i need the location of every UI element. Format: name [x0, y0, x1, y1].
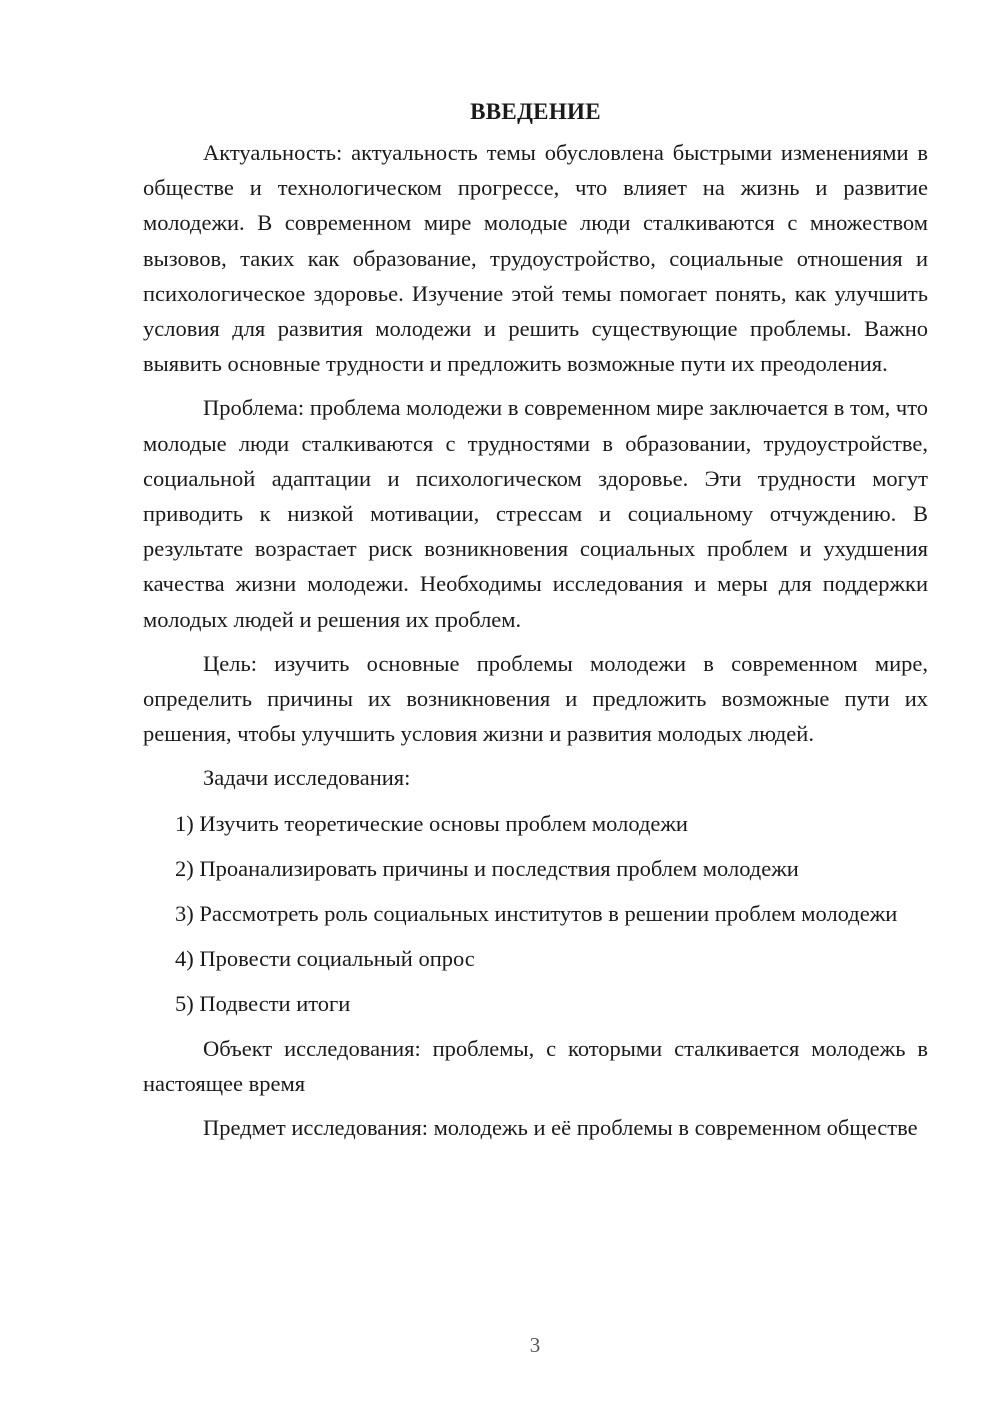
- paragraph-subject: Предмет исследования: молодежь и её проблемы в современном обществе: [203, 1115, 918, 1141]
- task-item-1: 1) Изучить теоретические основы проблем молодежи: [175, 810, 688, 836]
- paragraph-problem: Проблема: проблема молодежи в современном мире заключается в том, что молодые люди сталкиваются с трудностями в образовании, трудоустройстве, социальной адаптации и психологическом здоровье. Эти трудности могут приводить к низкой мотивации, стрессам и социальному отчуждению. В результате возрастает риск возникновения социальных проблем и ухудшения качества жизни молодежи. Необходимы исследования и меры для поддержки молодых людей и решения их проблем.: [143, 395, 928, 632]
- paragraph-relevance: Актуальность: актуальность темы обусловлена быстрыми изменениями в обществе и технологическом прогрессе, что влияет на жизнь и развитие молодежи. В современном мире молодые люди сталкиваются с множеством вызовов, таких как образование, трудоустройство, социальные отношения и психологическое здоровье. Изучение этой темы помогает понять, как улучшить условия для развития молодежи и решить существующие проблемы. Важно выявить основные трудности и предложить возможные пути их преодоления.: [143, 140, 928, 377]
- section-heading: ВВЕДЕНИЕ: [470, 99, 601, 124]
- task-item-2: 2) Проанализировать причины и последствия проблем молодежи: [175, 855, 799, 881]
- tasks-title: Задачи исследования:: [203, 765, 411, 791]
- page-number: 3: [529, 1333, 541, 1357]
- task-item-5: 5) Подвести итоги: [175, 991, 351, 1017]
- document-page: [143, 97, 928, 1145]
- paragraph-object: Объект исследования: проблемы, с которыми сталкивается молодежь в настоящее время: [143, 1035, 928, 1096]
- paragraph-goal: Цель: изучить основные проблемы молодежи в современном мире, определить причины их возникновения и предложить возможные пути их решения, чтобы улучшить условия жизни и развития молодых людей.: [143, 650, 928, 747]
- task-item-4: 4) Провести социальный опрос: [175, 946, 475, 972]
- task-item-3: 3) Рассмотреть роль социальных институтов в решении проблем молодежи: [175, 901, 898, 927]
